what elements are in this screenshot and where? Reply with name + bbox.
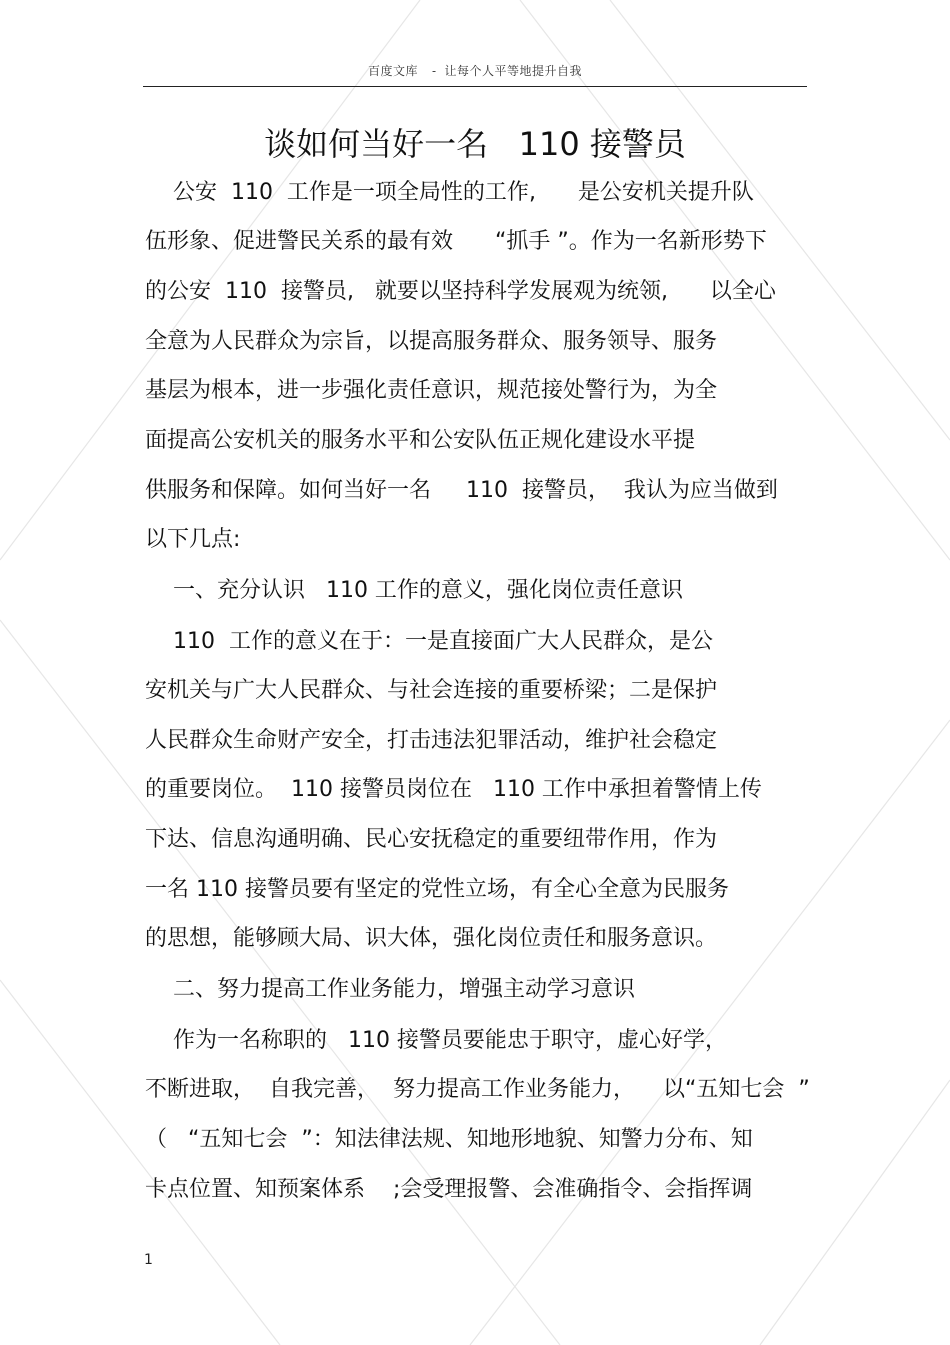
body-line: 安机关与广大人民群众、与社会连接的重要桥梁；二是保护 <box>145 678 718 703</box>
body-line: 供服务和保障。如何当好一名 110 接警员， 我认为应当做到 <box>145 478 778 503</box>
body-line: 以下几点: <box>145 527 241 552</box>
header-site-name: 百度文库 <box>367 64 418 78</box>
body-line: 公安 110 工作是一项全局性的工作, 是公安机关提升队 <box>145 180 754 205</box>
section-heading-1: 一、充分认识 110 工作的意义，强化岗位责任意识 <box>145 578 683 603</box>
body-line: 110 工作的意义在于：一是直接面广大人民群众，是公 <box>145 629 713 654</box>
header-divider <box>143 86 807 87</box>
body-line: 一名 110 接警员要有坚定的党性立场，有全心全意为民服务 <box>145 877 729 902</box>
body-line: （ “五知七会 ”：知法律法规、知地形地貌、知警力分布、知 <box>145 1127 753 1152</box>
body-line: 不断进取， 自我完善， 努力提高工作业务能力， 以“五知七会 ” <box>145 1077 810 1102</box>
body-line: 的思想，能够顾大局、识大体，强化岗位责任和服务意识。 <box>145 926 718 951</box>
header-separator: - <box>431 64 437 78</box>
document-title: 谈如何当好一名 110 接警员 <box>264 125 686 163</box>
body-line: 的公安 110 接警员, 就要以坚持科学发展观为统领, 以全心 <box>145 279 776 304</box>
body-line: 的重要岗位。 110 接警员岗位在 110 工作中承担着警情上传 <box>145 777 762 802</box>
document-header <box>0 62 950 79</box>
body-line: 下达、信息沟通明确、民心安抚稳定的重要纽带作用，作为 <box>145 827 718 852</box>
page-number: 1 <box>144 1252 153 1268</box>
body-line: 卡点位置、知预案体系 ;会受理报警、会准确指令、会指挥调 <box>145 1177 753 1202</box>
body-line: 基层为根本，进一步强化责任意识，规范接处警行为，为全 <box>145 378 718 403</box>
body-line: 面提高公安机关的服务水平和公安队伍正规化建设水平提 <box>145 428 696 453</box>
header-slogan: 让每个人平等地提升自我 <box>444 64 583 78</box>
body-line: 伍形象、促进警民关系的最有效 “抓手 ”。作为一名新形势下 <box>145 229 767 254</box>
body-line: 全意为人民群众为宗旨，以提高服务群众、服务领导、服务 <box>145 329 718 354</box>
section-heading-2: 二、努力提高工作业务能力，增强主动学习意识 <box>145 977 635 1002</box>
body-line: 作为一名称职的 110 接警员要能忠于职守，虚心好学， <box>145 1028 727 1053</box>
body-line: 人民群众生命财产安全，打击违法犯罪活动，维护社会稳定 <box>145 728 718 753</box>
